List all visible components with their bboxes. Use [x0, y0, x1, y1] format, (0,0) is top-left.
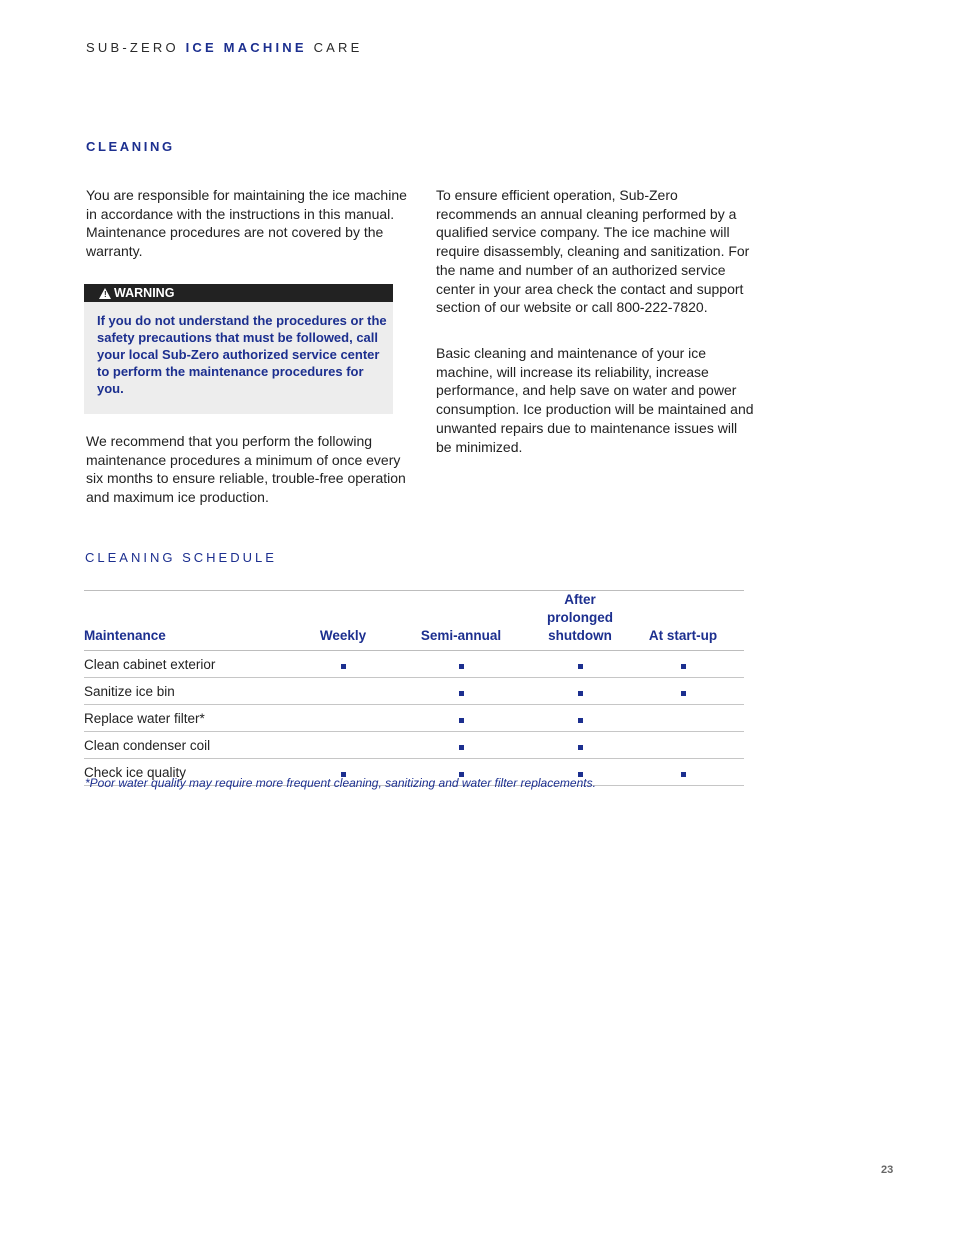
- frequency-cell: [384, 651, 538, 678]
- table-header-row: [84, 591, 744, 651]
- header-prefix: SUB-ZERO: [86, 40, 179, 55]
- task-cell: Replace water filter*: [84, 705, 302, 732]
- frequency-cell: [302, 651, 384, 678]
- frequency-cell: [384, 732, 538, 759]
- frequency-cell: [622, 759, 744, 786]
- running-header: [86, 40, 362, 55]
- left-paragraph-2: We recommend that you perform the following maintenance procedures a minimum of once every six months to ensure reliable, trouble-free operation and maximum ice production.: [86, 433, 406, 506]
- frequency-cell: [302, 678, 384, 705]
- header-semi-annual: Semi-annual: [384, 591, 538, 651]
- table-row: [84, 705, 744, 732]
- page-number: 23: [881, 1164, 894, 1176]
- warning-icon: !: [99, 288, 111, 299]
- table-row: [84, 678, 744, 705]
- frequency-cell: [302, 705, 384, 732]
- left-paragraph-1: You are responsible for maintaining the ice machine in accordance with the instructions in this manual. Maintenance procedures are not covered by the warranty.: [86, 187, 407, 260]
- right-paragraph-2: Basic cleaning and maintenance of your ice machine, will increase its reliability, increase performance, and help save on water and power consumption. Ice production will be maintained and unwanted repairs due to maintenance issues will be minimized.: [436, 345, 754, 455]
- warning-text: If you do not understand the procedures or the safety precautions that must be followed, call your local Sub-Zero authorized service center to perform the maintenance procedures for you.: [97, 313, 387, 396]
- task-cell: Check ice quality: [84, 759, 302, 786]
- bullet-mark-icon: [578, 691, 583, 696]
- header-start-up: At start-up: [622, 591, 744, 651]
- header-suffix: CARE: [313, 40, 363, 55]
- table-footnote: *Poor water quality may require more frequent cleaning, sanitizing and water filter replacements.: [85, 776, 596, 790]
- header-weekly: Weekly: [302, 591, 384, 651]
- warning-bar: [84, 284, 393, 302]
- bullet-mark-icon: [341, 664, 346, 669]
- task-cell: Clean cabinet exterior: [84, 651, 302, 678]
- frequency-cell: [384, 678, 538, 705]
- bullet-mark-icon: [578, 664, 583, 669]
- table-row: [84, 651, 744, 678]
- warning-box: [84, 284, 393, 414]
- schedule-title: CLEANING SCHEDULE: [85, 550, 277, 565]
- header-maintenance: Maintenance: [84, 591, 302, 651]
- bullet-mark-icon: [681, 664, 686, 669]
- frequency-cell: [538, 651, 622, 678]
- bullet-mark-icon: [681, 772, 686, 777]
- header-after-shutdown: After prolonged shutdown: [538, 591, 622, 651]
- task-cell: Sanitize ice bin: [84, 678, 302, 705]
- frequency-cell: [538, 705, 622, 732]
- task-cell: Clean condenser coil: [84, 732, 302, 759]
- frequency-cell: [622, 705, 744, 732]
- bullet-mark-icon: [459, 745, 464, 750]
- bullet-mark-icon: [459, 691, 464, 696]
- bullet-mark-icon: [459, 718, 464, 723]
- frequency-cell: [538, 678, 622, 705]
- section-title: CLEANING: [86, 139, 175, 154]
- bullet-mark-icon: [578, 718, 583, 723]
- frequency-cell: [622, 732, 744, 759]
- bullet-mark-icon: [681, 691, 686, 696]
- frequency-cell: [622, 678, 744, 705]
- bullet-mark-icon: [578, 745, 583, 750]
- table-row: [84, 732, 744, 759]
- header-bold: ICE MACHINE: [185, 40, 307, 55]
- bullet-mark-icon: [459, 664, 464, 669]
- frequency-cell: [622, 651, 744, 678]
- cleaning-schedule-table: [84, 590, 744, 786]
- table-body: [84, 651, 744, 786]
- frequency-cell: [302, 732, 384, 759]
- frequency-cell: [384, 705, 538, 732]
- right-paragraph-1: To ensure efficient operation, Sub-Zero recommends an annual cleaning performed by a qualified service company. The ice machine will require disassembly, cleaning and sanitization. For the name and number of an authorized service center in your area check the contact and support section of our website or call 800-222-7820.: [436, 187, 750, 316]
- frequency-cell: [538, 732, 622, 759]
- warning-label: WARNING: [114, 286, 175, 300]
